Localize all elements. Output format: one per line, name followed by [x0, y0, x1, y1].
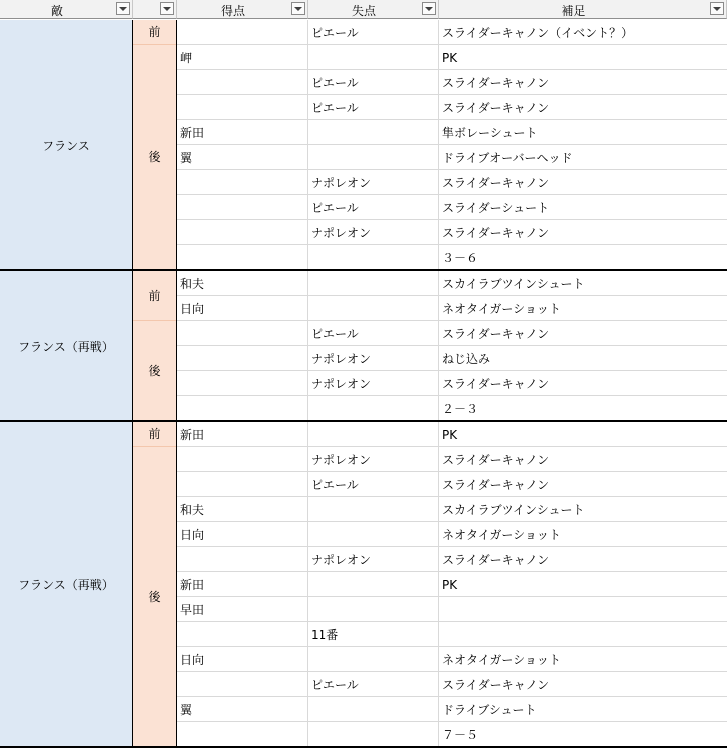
filter-dropdown-scorer[interactable]: [291, 2, 305, 15]
note-cell[interactable]: [439, 597, 727, 622]
scorer-cell[interactable]: [177, 95, 308, 120]
first-half-label: 前: [148, 427, 161, 441]
scorer-cell[interactable]: [177, 70, 308, 95]
conceder-cell[interactable]: ピエール: [311, 26, 359, 40]
dropdown-arrow-icon: [163, 7, 171, 11]
conceder-cell[interactable]: [308, 697, 439, 722]
conceder-cell[interactable]: [308, 522, 439, 547]
scorer-cell[interactable]: 日向: [180, 653, 205, 667]
scorer-cell[interactable]: [177, 447, 308, 472]
note-cell[interactable]: ドライブオーバーヘッド: [442, 151, 573, 165]
header-conceder: [308, 0, 439, 19]
conceder-cell[interactable]: [308, 497, 439, 522]
conceder-cell[interactable]: [308, 422, 439, 447]
scorer-cell[interactable]: [177, 195, 308, 220]
scorer-cell[interactable]: 日向: [180, 302, 205, 316]
scorer-cell[interactable]: [177, 547, 308, 572]
conceder-cell[interactable]: ナポレオン: [311, 377, 372, 391]
dropdown-arrow-icon: [425, 7, 433, 11]
conceder-cell[interactable]: [308, 722, 439, 747]
scorer-cell[interactable]: [177, 371, 308, 396]
half-divider: [133, 320, 176, 321]
second-half-label: 後: [148, 150, 161, 164]
note-cell[interactable]: PK: [442, 428, 458, 442]
scorer-cell[interactable]: [177, 622, 308, 647]
scorer-cell[interactable]: 和夫: [180, 277, 205, 291]
scorer-cell[interactable]: 翼: [180, 703, 193, 717]
note-cell[interactable]: ねじ込み: [442, 352, 491, 366]
conceder-cell[interactable]: ナポレオン: [311, 352, 372, 366]
scorer-cell[interactable]: 新田: [180, 126, 205, 140]
header-note: [439, 0, 727, 19]
header-enemy-label: 敵: [50, 4, 63, 18]
scorer-cell[interactable]: [177, 472, 308, 497]
scorer-cell[interactable]: [177, 672, 308, 697]
header-scorer: [177, 0, 308, 19]
conceder-cell[interactable]: ナポレオン: [311, 176, 372, 190]
scorer-cell[interactable]: 岬: [180, 51, 193, 65]
note-cell[interactable]: スカイラブツインシュート: [442, 277, 585, 291]
enemy-cell: [0, 20, 132, 270]
scorer-cell[interactable]: [177, 722, 308, 747]
filter-dropdown-enemy[interactable]: [116, 2, 130, 15]
conceder-cell[interactable]: ピエール: [311, 201, 359, 215]
half-divider: [133, 44, 176, 45]
note-cell[interactable]: スライダーキャノン: [442, 76, 550, 90]
note-cell[interactable]: ネオタイガーショット: [442, 302, 561, 316]
first-half-label: 前: [148, 289, 161, 303]
conceder-cell[interactable]: [308, 120, 439, 145]
second-half-label: 後: [148, 590, 161, 604]
scorer-cell[interactable]: 新田: [180, 428, 205, 442]
conceder-cell[interactable]: ピエール: [311, 327, 359, 341]
conceder-cell[interactable]: [308, 45, 439, 70]
note-cell[interactable]: スライダーキャノン: [442, 478, 550, 492]
note-cell[interactable]: [439, 622, 727, 647]
scorer-cell[interactable]: [177, 20, 308, 45]
scorer-cell[interactable]: [177, 346, 308, 371]
conceder-cell[interactable]: [308, 597, 439, 622]
note-cell[interactable]: ドライブシュート: [442, 703, 537, 717]
note-cell[interactable]: ３－６: [442, 251, 479, 265]
half-divider: [133, 446, 176, 447]
note-cell[interactable]: スライダーキャノン: [442, 176, 550, 190]
note-cell[interactable]: スライダーキャノン（イベント？）: [442, 26, 634, 40]
enemy-label: フランス（再戦）: [18, 578, 114, 592]
filter-dropdown-conceder[interactable]: [422, 2, 436, 15]
scorer-cell[interactable]: 和夫: [180, 503, 205, 517]
scorer-cell[interactable]: [177, 321, 308, 346]
scorer-cell[interactable]: 翼: [180, 151, 193, 165]
conceder-cell[interactable]: [308, 647, 439, 672]
scorer-cell[interactable]: 早田: [180, 603, 205, 617]
note-cell[interactable]: PK: [442, 578, 458, 592]
conceder-cell[interactable]: ピエール: [311, 101, 359, 115]
first-half-label: 前: [148, 25, 161, 39]
conceder-cell[interactable]: ナポレオン: [311, 226, 372, 240]
note-cell[interactable]: スライダーキャノン: [442, 678, 550, 692]
dropdown-arrow-icon: [294, 7, 302, 11]
note-cell[interactable]: スライダーキャノン: [442, 327, 550, 341]
conceder-cell[interactable]: [308, 296, 439, 321]
conceder-cell[interactable]: ピエール: [311, 678, 359, 692]
header-conceder-label: 失点: [351, 4, 376, 18]
enemy-label: フランス: [42, 138, 90, 153]
dropdown-arrow-icon: [119, 7, 127, 11]
enemy-cell: [0, 271, 132, 421]
note-cell[interactable]: スライダーキャノン: [442, 101, 550, 115]
conceder-cell[interactable]: [308, 271, 439, 296]
conceder-cell[interactable]: ナポレオン: [311, 553, 372, 567]
header-note-label: 補足: [561, 4, 586, 18]
enemy-cell: [0, 422, 132, 747]
enemy-label: フランス（再戦）: [18, 339, 114, 354]
scorer-cell[interactable]: [177, 396, 308, 421]
second-half-label: 後: [148, 364, 161, 378]
conceder-cell[interactable]: [308, 396, 439, 421]
scorer-cell[interactable]: 新田: [180, 578, 205, 592]
conceder-cell[interactable]: 11番: [311, 628, 339, 642]
note-cell[interactable]: スライダーシュート: [442, 201, 550, 215]
scorer-cell[interactable]: [177, 220, 308, 245]
scorer-cell[interactable]: [177, 170, 308, 195]
note-cell[interactable]: スライダーキャノン: [442, 453, 550, 467]
header-scorer-label: 得点: [220, 4, 245, 18]
note-cell[interactable]: ２－３: [442, 402, 479, 416]
conceder-cell[interactable]: ナポレオン: [311, 453, 372, 467]
conceder-cell[interactable]: [308, 145, 439, 170]
filter-dropdown-note[interactable]: [710, 2, 724, 15]
conceder-cell[interactable]: ピエール: [311, 76, 359, 90]
note-cell[interactable]: スライダーキャノン: [442, 553, 550, 567]
filter-dropdown-half[interactable]: [160, 2, 174, 15]
header-enemy: [0, 0, 133, 19]
note-cell[interactable]: PK: [442, 51, 458, 65]
note-cell[interactable]: ７－５: [442, 728, 479, 742]
scorer-cell[interactable]: [177, 245, 308, 270]
conceder-cell[interactable]: ピエール: [311, 478, 359, 492]
note-cell[interactable]: 隼ボレーシュート: [442, 126, 538, 140]
note-cell[interactable]: スカイラブツインシュート: [442, 503, 585, 517]
conceder-cell[interactable]: [308, 572, 439, 597]
note-cell[interactable]: スライダーキャノン: [442, 226, 550, 240]
note-cell[interactable]: ネオタイガーショット: [442, 528, 561, 542]
note-cell[interactable]: スライダーキャノン: [442, 377, 550, 391]
dropdown-arrow-icon: [713, 7, 721, 11]
conceder-cell[interactable]: [308, 245, 439, 270]
note-cell[interactable]: ネオタイガーショット: [442, 653, 561, 667]
scorer-cell[interactable]: 日向: [180, 528, 205, 542]
header-half: [133, 0, 177, 19]
